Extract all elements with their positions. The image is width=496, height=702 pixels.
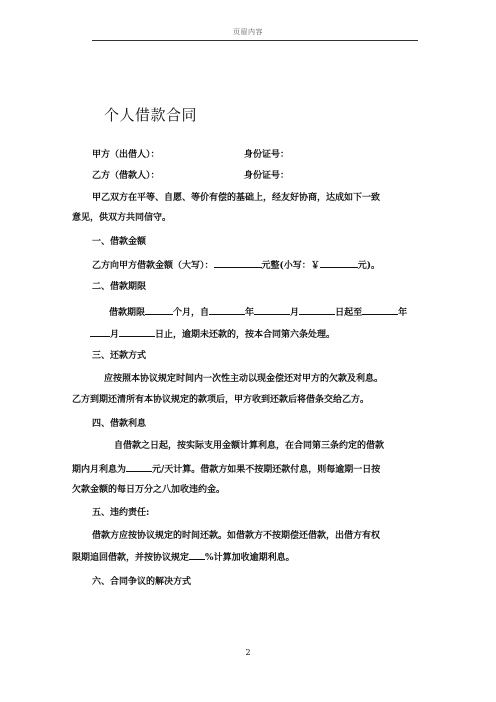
header-text: 页眉内容 — [233, 28, 263, 36]
amount-words-blank — [214, 258, 262, 268]
interest-rest-text: 元/天计算。借款方如果不按期还款付息，则每逾期一日按 — [152, 465, 381, 475]
section-4-line-2 — [72, 462, 380, 476]
section-2-line-1 — [109, 305, 407, 319]
month-text-2: 月 — [110, 330, 120, 340]
end-day-blank — [119, 327, 155, 337]
section-5-text-a: 限期追回借款，并按协议规定 — [72, 553, 190, 563]
section-3-line-1: 应按照本协议规定时间内一次性主动以现金偿还对甲方的欠款及利息。 — [104, 374, 384, 384]
section-4-line-1: 自借款之日起，按实际支用金额计算利息，在合同第三条约定的借款 — [114, 441, 385, 451]
section-5-heading: 五、违约责任: — [92, 508, 150, 518]
section-1-text-c: 元)。 — [357, 261, 381, 271]
section-3-line-2: 乙方到期还清所有本协议规定的款项后，甲方收到还款后将借条交给乙方。 — [72, 395, 370, 405]
loan-term-label: 借款期限 — [109, 308, 146, 318]
year-text-2: 年 — [398, 308, 408, 318]
header-divider — [92, 40, 418, 41]
section-5-line-2 — [72, 550, 295, 564]
section-2-heading: 二、借款期限 — [92, 282, 147, 292]
term-months-blank — [145, 305, 173, 315]
lender-label: 甲方（出借人）： — [92, 150, 160, 160]
months-from-text: 个月，自 — [173, 308, 210, 318]
document-title: 个人借款合同 — [104, 106, 198, 124]
amount-figures-blank — [320, 258, 358, 268]
overdue-rate-blank — [189, 550, 205, 560]
section-5-text-b: %计算加收逾期利息。 — [205, 553, 295, 563]
borrower-label: 乙方（借款人）： — [92, 171, 160, 181]
section-1-line — [92, 258, 380, 272]
section-5-line-1: 借款方应按协议规定的时间还款。如借款方不按期偿还借款，出借方有权 — [92, 531, 381, 541]
month-text-1: 月 — [290, 308, 300, 318]
lender-id-label: 身份证号： — [244, 150, 290, 160]
start-year-blank — [209, 305, 245, 315]
section-2-end-text: 日止，逾期未还款的，按本合同第六条处理。 — [155, 330, 336, 340]
interest-rate-blank — [126, 462, 152, 472]
section-3-heading: 三、还款方式 — [92, 351, 147, 361]
section-4-line-3: 欠款金额的每日万分之八加收违约金。 — [72, 485, 226, 495]
year-text-1: 年 — [245, 308, 255, 318]
start-month-blank — [254, 305, 290, 315]
section-1-heading: 一、借款金额 — [92, 237, 147, 247]
section-6-heading: 六、合同争议的解决方式 — [92, 577, 192, 587]
day-until-text: 日起至 — [335, 308, 363, 318]
section-4-heading: 四、借款利息 — [92, 419, 147, 429]
end-year-blank — [362, 305, 398, 315]
section-1-text-a: 乙方向甲方借款金额（大写）： — [92, 261, 214, 271]
page-number: 2 — [245, 648, 251, 657]
monthly-interest-text: 期内月利息为 — [72, 465, 127, 475]
intro-line-2: 意见，供双方共同信守。 — [72, 213, 172, 223]
section-2-line-2 — [90, 327, 335, 341]
start-day-blank — [299, 305, 335, 315]
borrower-id-label: 身份证号： — [244, 171, 290, 181]
intro-line-1: 甲乙双方在平等、自愿、等价有偿的基础上，经友好协商，达成如下一致 — [92, 193, 381, 203]
section-1-text-b: 元整(小写：￥ — [261, 261, 320, 271]
end-month-blank — [90, 327, 110, 337]
